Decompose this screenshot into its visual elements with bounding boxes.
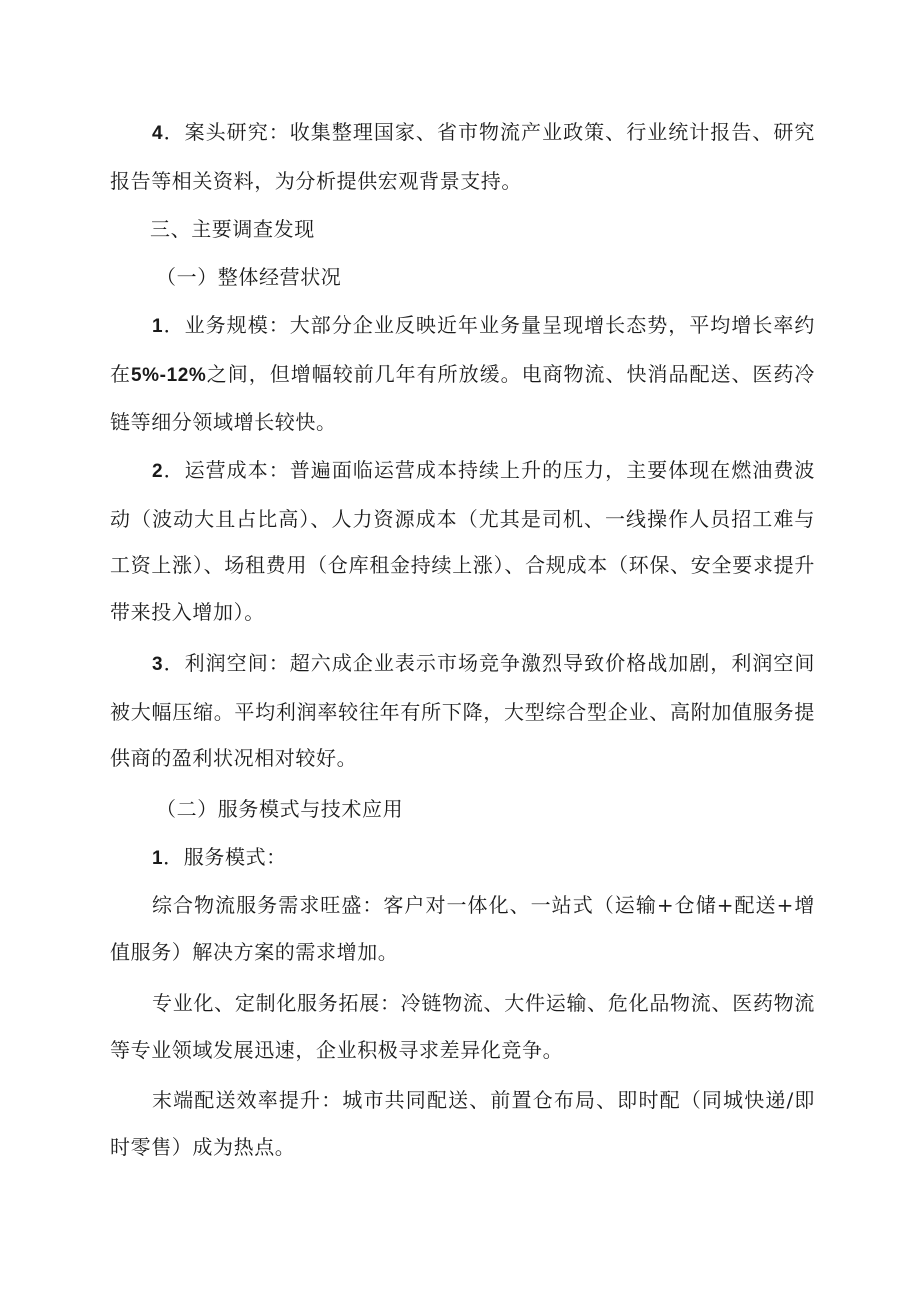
subsection-heading: （二）服务模式与技术应用 — [156, 797, 404, 821]
item-number: 2 — [152, 461, 164, 482]
item-label: ．利润空间： — [163, 651, 290, 675]
paragraph-profit-margin — [110, 640, 815, 782]
subsection-heading: （一）整体经营状况 — [156, 265, 342, 289]
paragraph-case-study — [110, 109, 815, 204]
item-number: 1 — [152, 316, 164, 337]
paragraph-text: 收集整理国家、省市物流产业政策、行业统计报告、研究报告等相关资料，为分析提供宏观背景支持。 — [110, 120, 815, 193]
paragraph-text: 普遍面临运营成本持续上升的压力，主要体现在燃油费波动（波动大且占比高）、人力资源成本（尤其是司机、一线操作人员招工难与工资上涨）、场租费用（仓库租金持续上涨）、合规成本（环保、安全要求提升带来投入增加）。 — [110, 458, 815, 624]
paragraph-last-mile-delivery: 末端配送效率提升：城市共同配送、前置仓布局、即时配（同城快递/即时零售）成为热点。 — [110, 1088, 815, 1159]
paragraph-specialized-services: 专业化、定制化服务拓展：冷链物流、大件运输、危化品物流、医药物流等专业领域发展迅速，企业积极寻求差异化竞争。 — [110, 991, 815, 1062]
item-label: ．服务模式： — [163, 845, 287, 869]
item-number: 4 — [152, 123, 164, 144]
paragraph-integrated-logistics: 综合物流服务需求旺盛：客户对一体化、一站式（运输+仓储+配送+增值服务）解决方案的需求增加。 — [110, 893, 815, 964]
section-heading: 三、主要调查发现 — [150, 217, 315, 241]
item-label: ．案头研究： — [163, 120, 290, 144]
item-label: ．运营成本： — [163, 458, 290, 482]
item-number: 1 — [152, 848, 164, 869]
paragraph-text: 大部分企业反映近年业务量呈现增长态势，平均增长率约在 — [110, 313, 815, 386]
paragraph-text: 超六成企业表示市场竞争激烈导致价格战加剧，利润空间被大幅压缩。平均利润率较往年有所下降，大型综合型企业、高附加值服务提供商的盈利状况相对较好。 — [110, 651, 815, 770]
paragraph-service-mode — [110, 834, 815, 883]
paragraph-operating-cost — [110, 447, 815, 635]
paragraph-text-continued: 之间，但增幅较前几年有所放缓。电商物流、快消品配送、医药冷链等细分领域增长较快。 — [110, 361, 815, 434]
item-label: ．业务规模： — [163, 313, 290, 337]
paragraph-business-scale — [110, 302, 815, 446]
growth-rate-value: 5%-12% — [131, 364, 207, 386]
item-number: 3 — [152, 654, 164, 675]
